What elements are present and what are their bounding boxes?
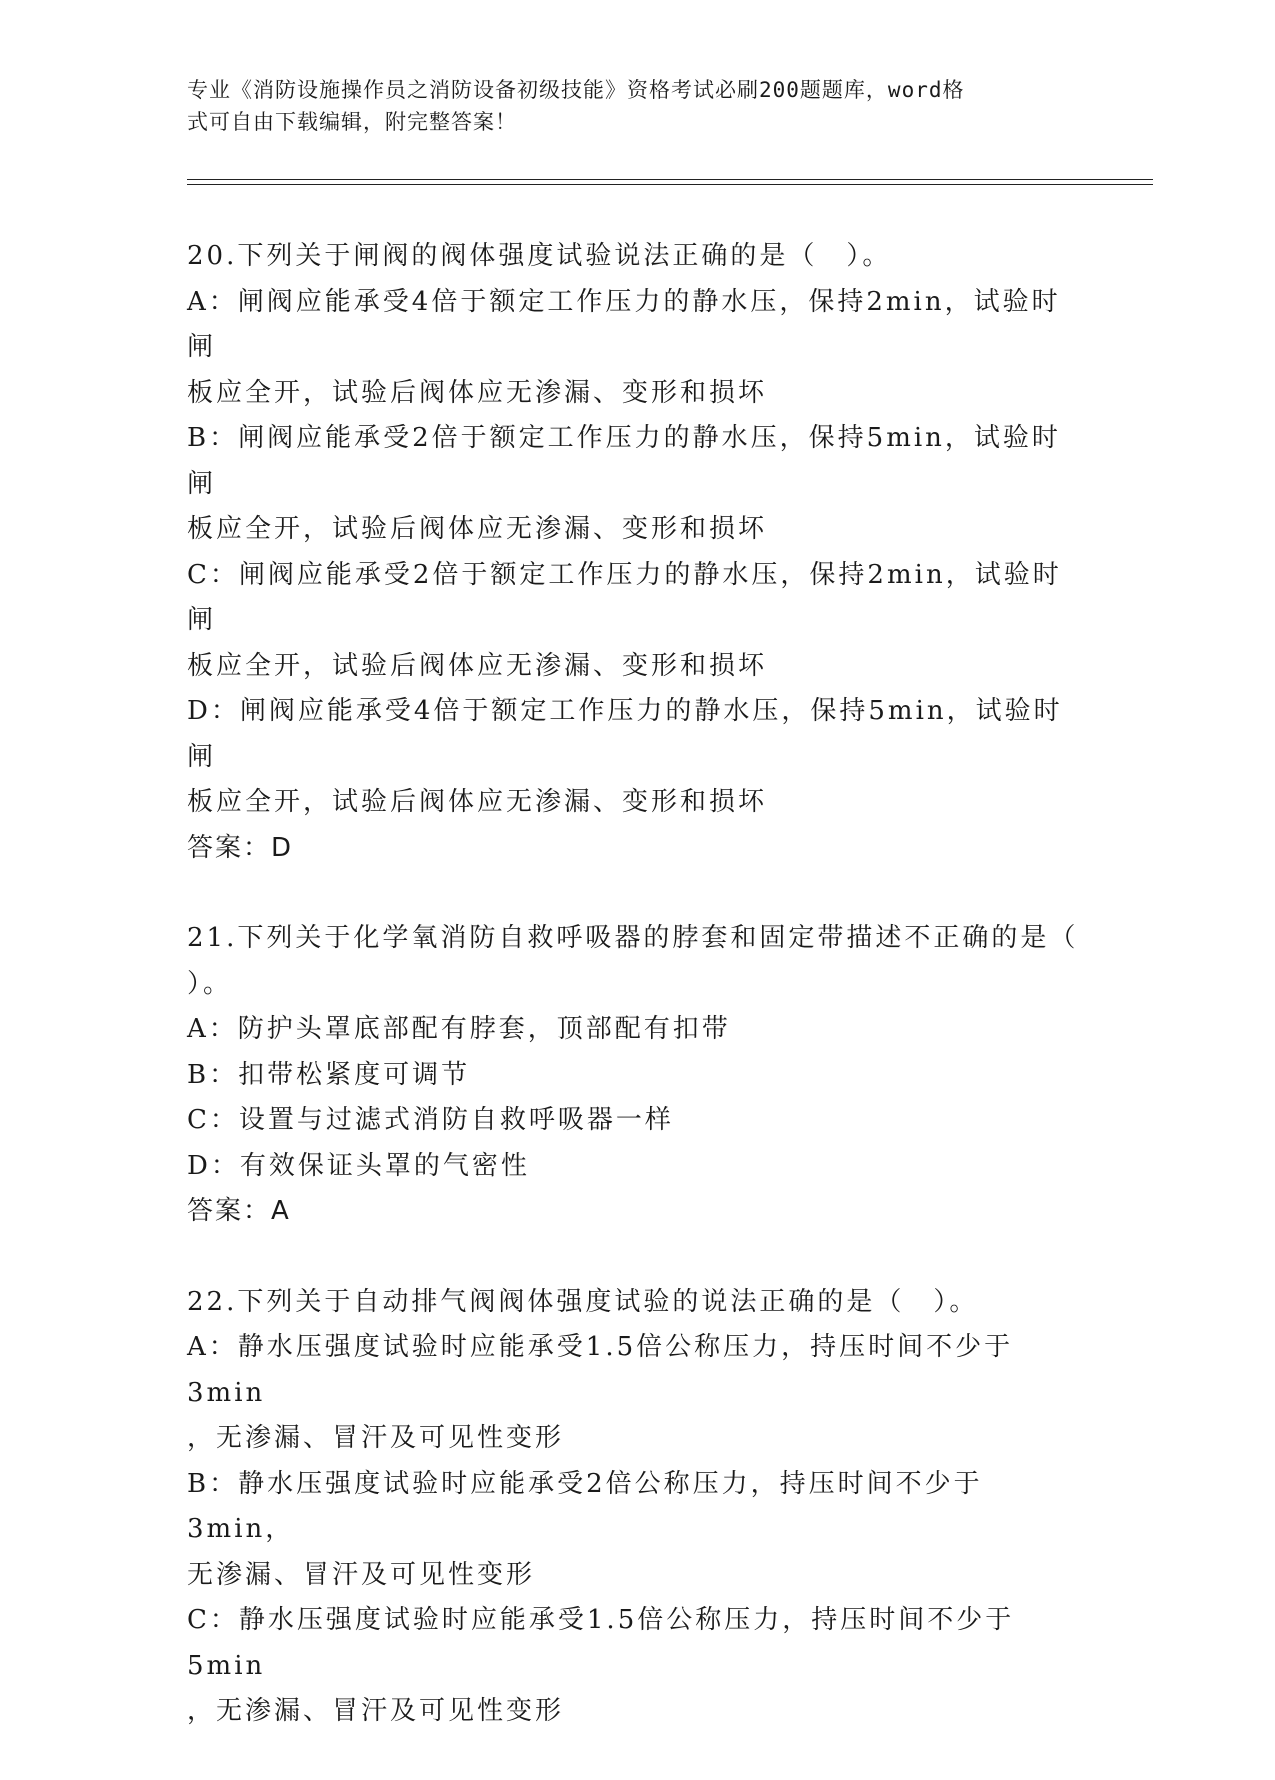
option-text: A：闸阀应能承受4倍于额定工作压力的静水压，保持2min，试验时闸: [187, 286, 1061, 362]
option-b: [187, 1053, 1087, 1099]
option-b: [187, 416, 1087, 553]
header-divider-top: [187, 179, 1153, 180]
option-text: D：闸阀应能承受4倍于额定工作压力的静水压，保持5min，试验时闸: [187, 696, 1063, 772]
question-stem: 21.下列关于化学氧消防自救呼吸器的脖套和固定带描述不正确的是（: [187, 923, 1079, 953]
question-list: [187, 234, 1087, 1780]
option-text: C：静水压强度试验时应能承受1.5倍公称压力，持压时间不少于5min: [187, 1605, 1015, 1681]
question-stem: 22.下列关于自动排气阀阀体强度试验的说法正确的是（ ）。: [187, 1286, 979, 1317]
option-c: [187, 1598, 1087, 1735]
option-text: B：闸阀应能承受2倍于额定工作压力的静水压，保持5min，试验时闸: [187, 423, 1061, 499]
option-a: [187, 1007, 1087, 1053]
question-20: [187, 234, 1087, 871]
document-header: [187, 74, 1087, 138]
option-text: 板应全开，试验后阀体应无渗漏、变形和损坏: [187, 377, 768, 408]
option-text: B：静水压强度试验时应能承受2倍公称压力，持压时间不少于3min，: [187, 1468, 983, 1544]
option-text: 无渗漏、冒汗及可见性变形: [187, 1559, 536, 1590]
question-22: [187, 1280, 1087, 1735]
option-d: [187, 1144, 1087, 1190]
answer-label: 答案：D: [187, 832, 294, 863]
option-text: C：闸阀应能承受2倍于额定工作压力的静水压，保持2min，试验时闸: [187, 559, 1062, 635]
option-text: D：有效保证头罩的气密性: [187, 1150, 530, 1181]
option-text: A：静水压强度试验时应能承受1.5倍公称压力，持压时间不少于3min: [187, 1332, 1014, 1408]
question-21: [187, 916, 1087, 1235]
answer-label: 答案：A: [187, 1196, 291, 1226]
question-stem: ）。: [187, 968, 233, 999]
option-text: 板应全开，试验后阀体应无渗漏、变形和损坏: [187, 650, 768, 681]
option-d: [187, 689, 1087, 826]
question-stem: 20.下列关于闸阀的阀体强度试验说法正确的是（ ）。: [187, 241, 892, 271]
option-text: C：设置与过滤式消防自救呼吸器一样: [187, 1105, 674, 1135]
option-c: [187, 553, 1087, 690]
option-text: 板应全开，试验后阀体应无渗漏、变形和损坏: [187, 787, 768, 817]
header-divider-bottom: [187, 184, 1153, 185]
option-text: 板应全开，试验后阀体应无渗漏、变形和损坏: [187, 514, 768, 544]
option-a: [187, 1325, 1087, 1462]
option-text: ，无渗漏、冒汗及可见性变形: [187, 1423, 565, 1453]
header-line-2: 式可自由下载编辑，附完整答案！: [187, 110, 517, 134]
option-text: B：扣带松紧度可调节: [187, 1059, 471, 1090]
option-text: ，无渗漏、冒汗及可见性变形: [187, 1696, 565, 1726]
option-a: [187, 280, 1087, 417]
option-c: [187, 1098, 1087, 1144]
option-b: [187, 1462, 1087, 1599]
header-line-1: 专业《消防设施操作员之消防设备初级技能》资格考试必刷200题题库，word格: [187, 78, 965, 102]
option-text: A：防护头罩底部配有脖套，顶部配有扣带: [187, 1014, 731, 1044]
